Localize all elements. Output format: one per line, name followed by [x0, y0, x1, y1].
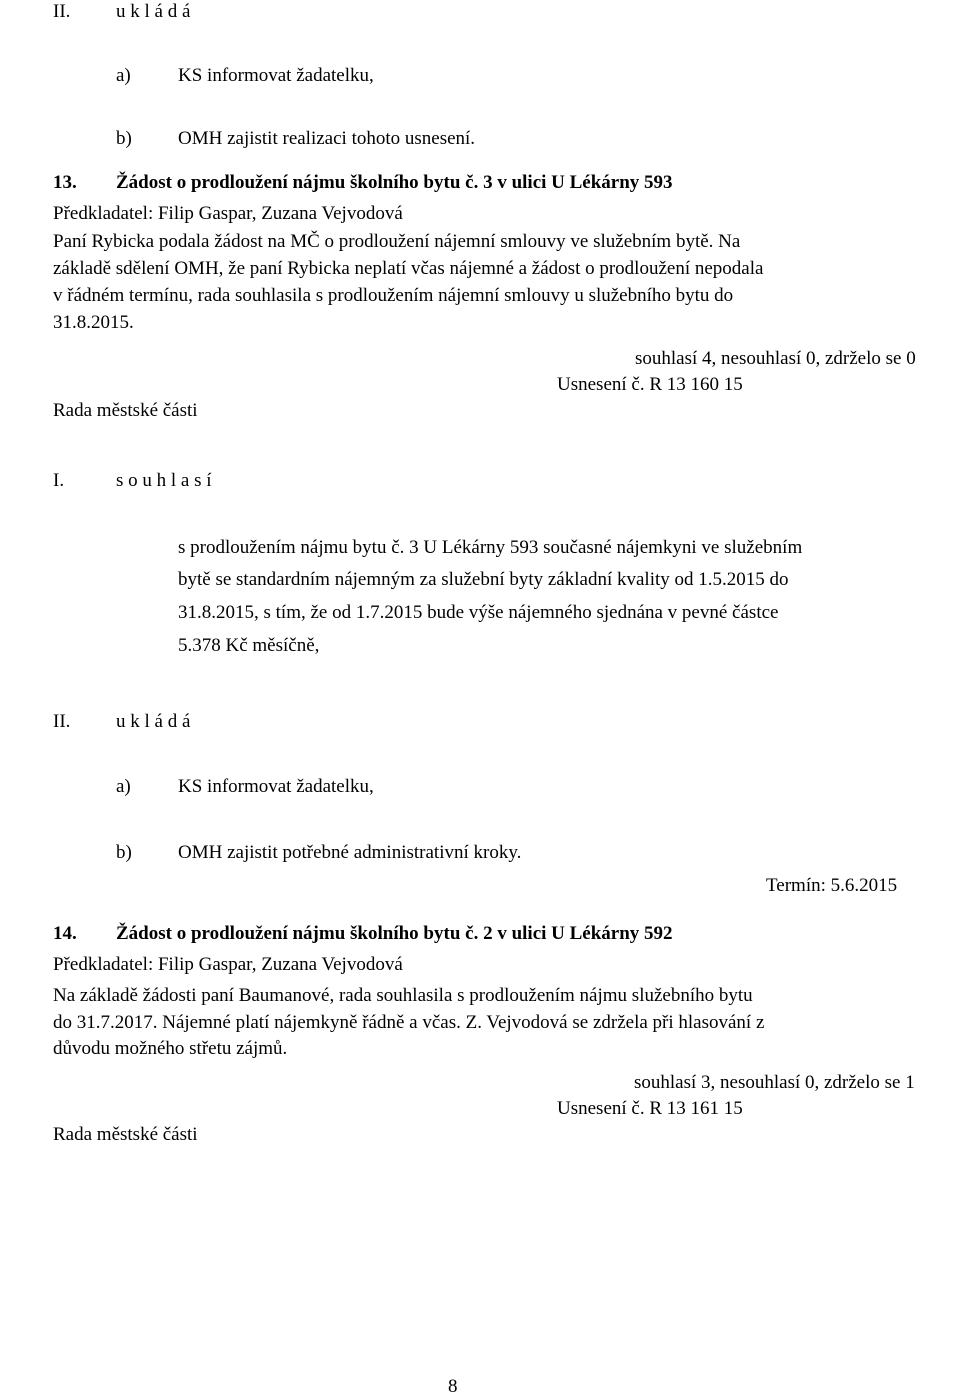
- list-item-label: a): [116, 65, 131, 86]
- list-item-text: OMH zajistit realizaci tohoto usnesení.: [178, 128, 476, 149]
- body-text-line: do 31.7.2017. Nájemné platí nájemkyně řádně a včas. Z. Vejvodová se zdržela při hlasování z: [53, 1012, 765, 1033]
- body-text-line: Na základě žádosti paní Baumanové, rada souhlasila s prodloužením nájmu služebního bytu: [53, 985, 753, 1006]
- body-text-line: 31.8.2015.: [53, 312, 134, 333]
- agenda-item-number: 14.: [53, 923, 77, 944]
- list-item-label: b): [116, 128, 132, 149]
- presenter-line: Předkladatel: Filip Gaspar, Zuzana Vejvodová: [53, 954, 403, 975]
- resolution-number: Usnesení č. R 13 160 15: [557, 374, 743, 395]
- section-title: u k l á d á: [116, 711, 191, 732]
- section-number: II.: [53, 711, 71, 732]
- vote-result: souhlasí 4, nesouhlasí 0, zdrželo se 0: [635, 348, 916, 369]
- body-text-line: Paní Rybicka podala žádost na MČ o prodloužení nájemní smlouvy ve služebním bytě. Na: [53, 231, 741, 252]
- list-item-label: a): [116, 776, 131, 797]
- section-number: II.: [53, 1, 71, 22]
- section-title: s o u h l a s í: [116, 470, 212, 491]
- section-title: u k l á d á: [116, 1, 191, 22]
- list-item-text: OMH zajistit potřebné administrativní kroky.: [178, 842, 522, 863]
- agenda-item-number: 13.: [53, 172, 77, 193]
- body-text-line: důvodu možného střetu zájmů.: [53, 1038, 288, 1059]
- list-item-label: b): [116, 842, 132, 863]
- consent-text-line: s prodloužením nájmu bytu č. 3 U Lékárny 593 současné nájemkyni ve služebním: [178, 537, 803, 558]
- agenda-item-heading: Žádost o prodloužení nájmu školního bytu č. 2 v ulici U Lékárny 592: [116, 923, 673, 944]
- resolution-number: Usnesení č. R 13 161 15: [557, 1098, 743, 1119]
- council-label: Rada městské části: [53, 400, 198, 421]
- agenda-item-heading: Žádost o prodloužení nájmu školního bytu č. 3 v ulici U Lékárny 593: [116, 172, 673, 193]
- presenter-line: Předkladatel: Filip Gaspar, Zuzana Vejvodová: [53, 203, 403, 224]
- section-number: I.: [53, 470, 65, 491]
- list-item-text: KS informovat žadatelku,: [178, 65, 374, 86]
- deadline: Termín: 5.6.2015: [766, 875, 898, 896]
- consent-text-line: 31.8.2015, s tím, že od 1.7.2015 bude výše nájemného sjednána v pevné částce: [178, 602, 779, 623]
- consent-text-line: bytě se standardním nájemným za služební byty základní kvality od 1.5.2015 do: [178, 569, 789, 590]
- council-label: Rada městské části: [53, 1124, 198, 1145]
- list-item-text: KS informovat žadatelku,: [178, 776, 374, 797]
- page-number: 8: [448, 1376, 458, 1397]
- body-text-line: v řádném termínu, rada souhlasila s prodloužením nájemní smlouvy u služebního bytu do: [53, 285, 734, 306]
- consent-text-line: 5.378 Kč měsíčně,: [178, 635, 320, 656]
- vote-result: souhlasí 3, nesouhlasí 0, zdrželo se 1: [634, 1072, 915, 1093]
- body-text-line: základě sdělení OMH, že paní Rybicka neplatí včas nájemné a žádost o prodloužení nepodala: [53, 258, 764, 279]
